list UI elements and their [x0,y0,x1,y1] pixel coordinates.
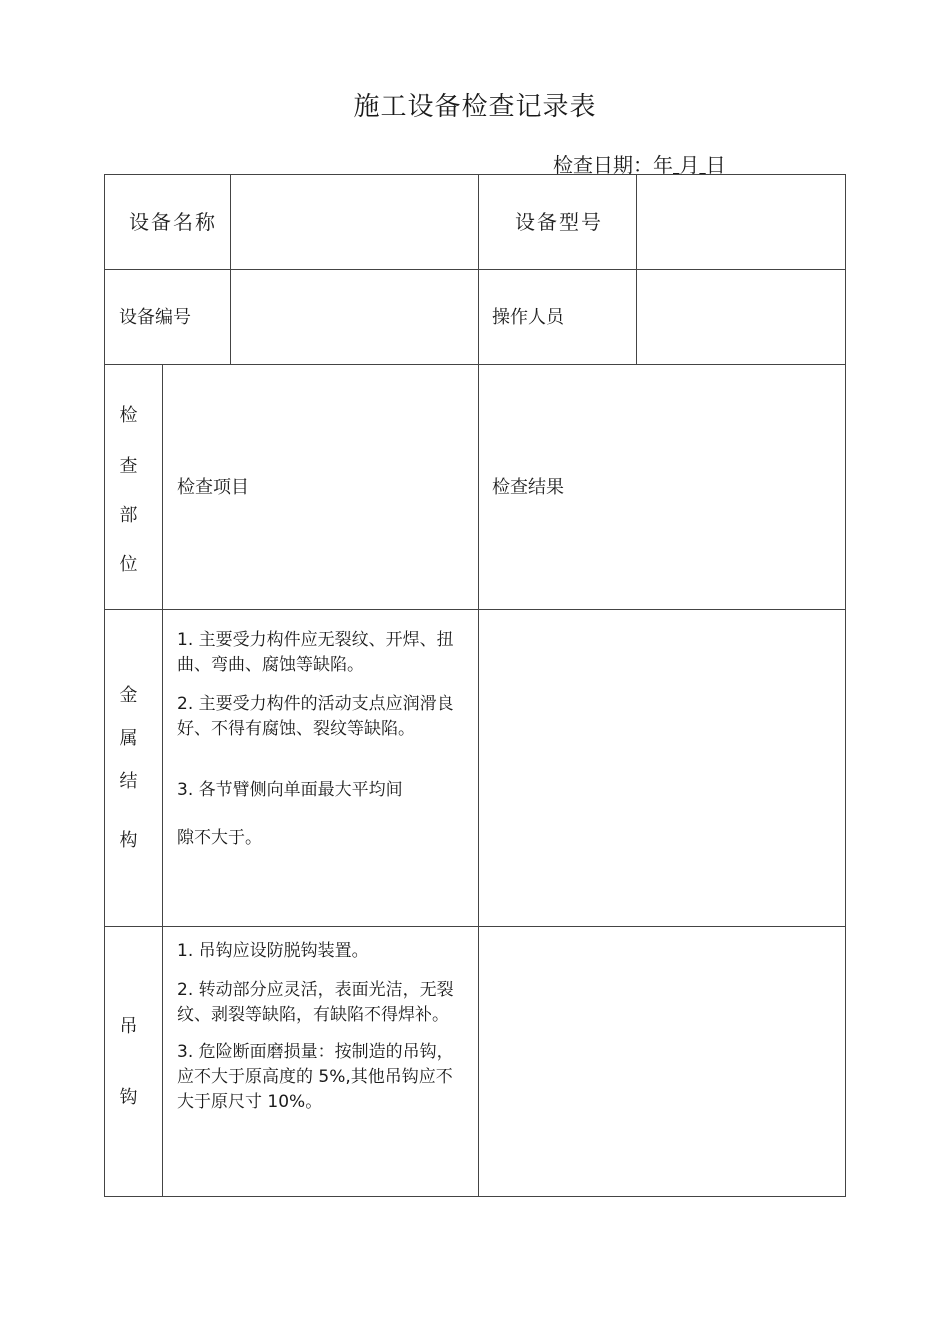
metal-structure-result[interactable] [478,609,846,927]
equipment-name-label: 设备名称 [104,174,231,270]
part-char: 吊 [119,1015,138,1037]
equipment-model-field[interactable] [636,174,846,270]
check-item: 1. 主要受力构件应无裂纹、开焊、扭曲、弯曲、腐蚀等缺陷。 [177,630,454,675]
check-item: 3. 危险断面磨损量：按制造的吊钩，应不大于原高度的 5%,其他吊钩应不大于原尺寸 10%。 [177,1042,454,1112]
check-item: 3. 各节臂侧向单面最大平均间 [177,780,403,800]
date-label: 检查日期： [553,153,653,177]
equipment-number-label: 设备编号 [104,269,231,365]
date-month: 月 [679,153,700,177]
result-header: 检查结果 [478,364,846,610]
part-header-char: 查 [119,456,138,477]
check-item: 隙不大于。 [177,828,262,848]
part-char: 金 [119,685,138,706]
part-hook [104,926,163,1197]
date-day: 日 [705,153,726,177]
check-item: 2. 主要受力构件的活动支点应润滑良好、不得有腐蚀、裂纹等缺陷。 [177,694,454,739]
hook-items [162,926,479,1197]
item-header: 检查项目 [162,364,479,610]
part-header-char: 位 [119,554,138,575]
part-header [104,364,163,610]
date-year: 年 [653,153,673,177]
part-char: 钩 [119,1086,138,1108]
equipment-model-label: 设备型号 [478,174,637,270]
part-metal-structure [104,609,163,927]
equipment-name-field[interactable] [230,174,479,270]
check-item: 1. 吊钩应设防脱钩装置。 [177,941,369,961]
operator-label: 操作人员 [478,269,637,365]
part-char: 结 [119,771,138,792]
part-header-char: 检 [119,405,138,426]
document-title: 施工设备检查记录表 [353,92,597,122]
metal-structure-items [162,609,479,927]
operator-field[interactable] [636,269,846,365]
part-char: 构 [119,830,138,851]
check-item: 2. 转动部分应灵活，表面光洁，无裂纹、剥裂等缺陷，有缺陷不得焊补。 [177,980,454,1025]
equipment-number-field[interactable] [230,269,479,365]
part-header-char: 部 [119,505,138,526]
hook-result[interactable] [478,926,846,1197]
part-char: 属 [119,728,138,749]
